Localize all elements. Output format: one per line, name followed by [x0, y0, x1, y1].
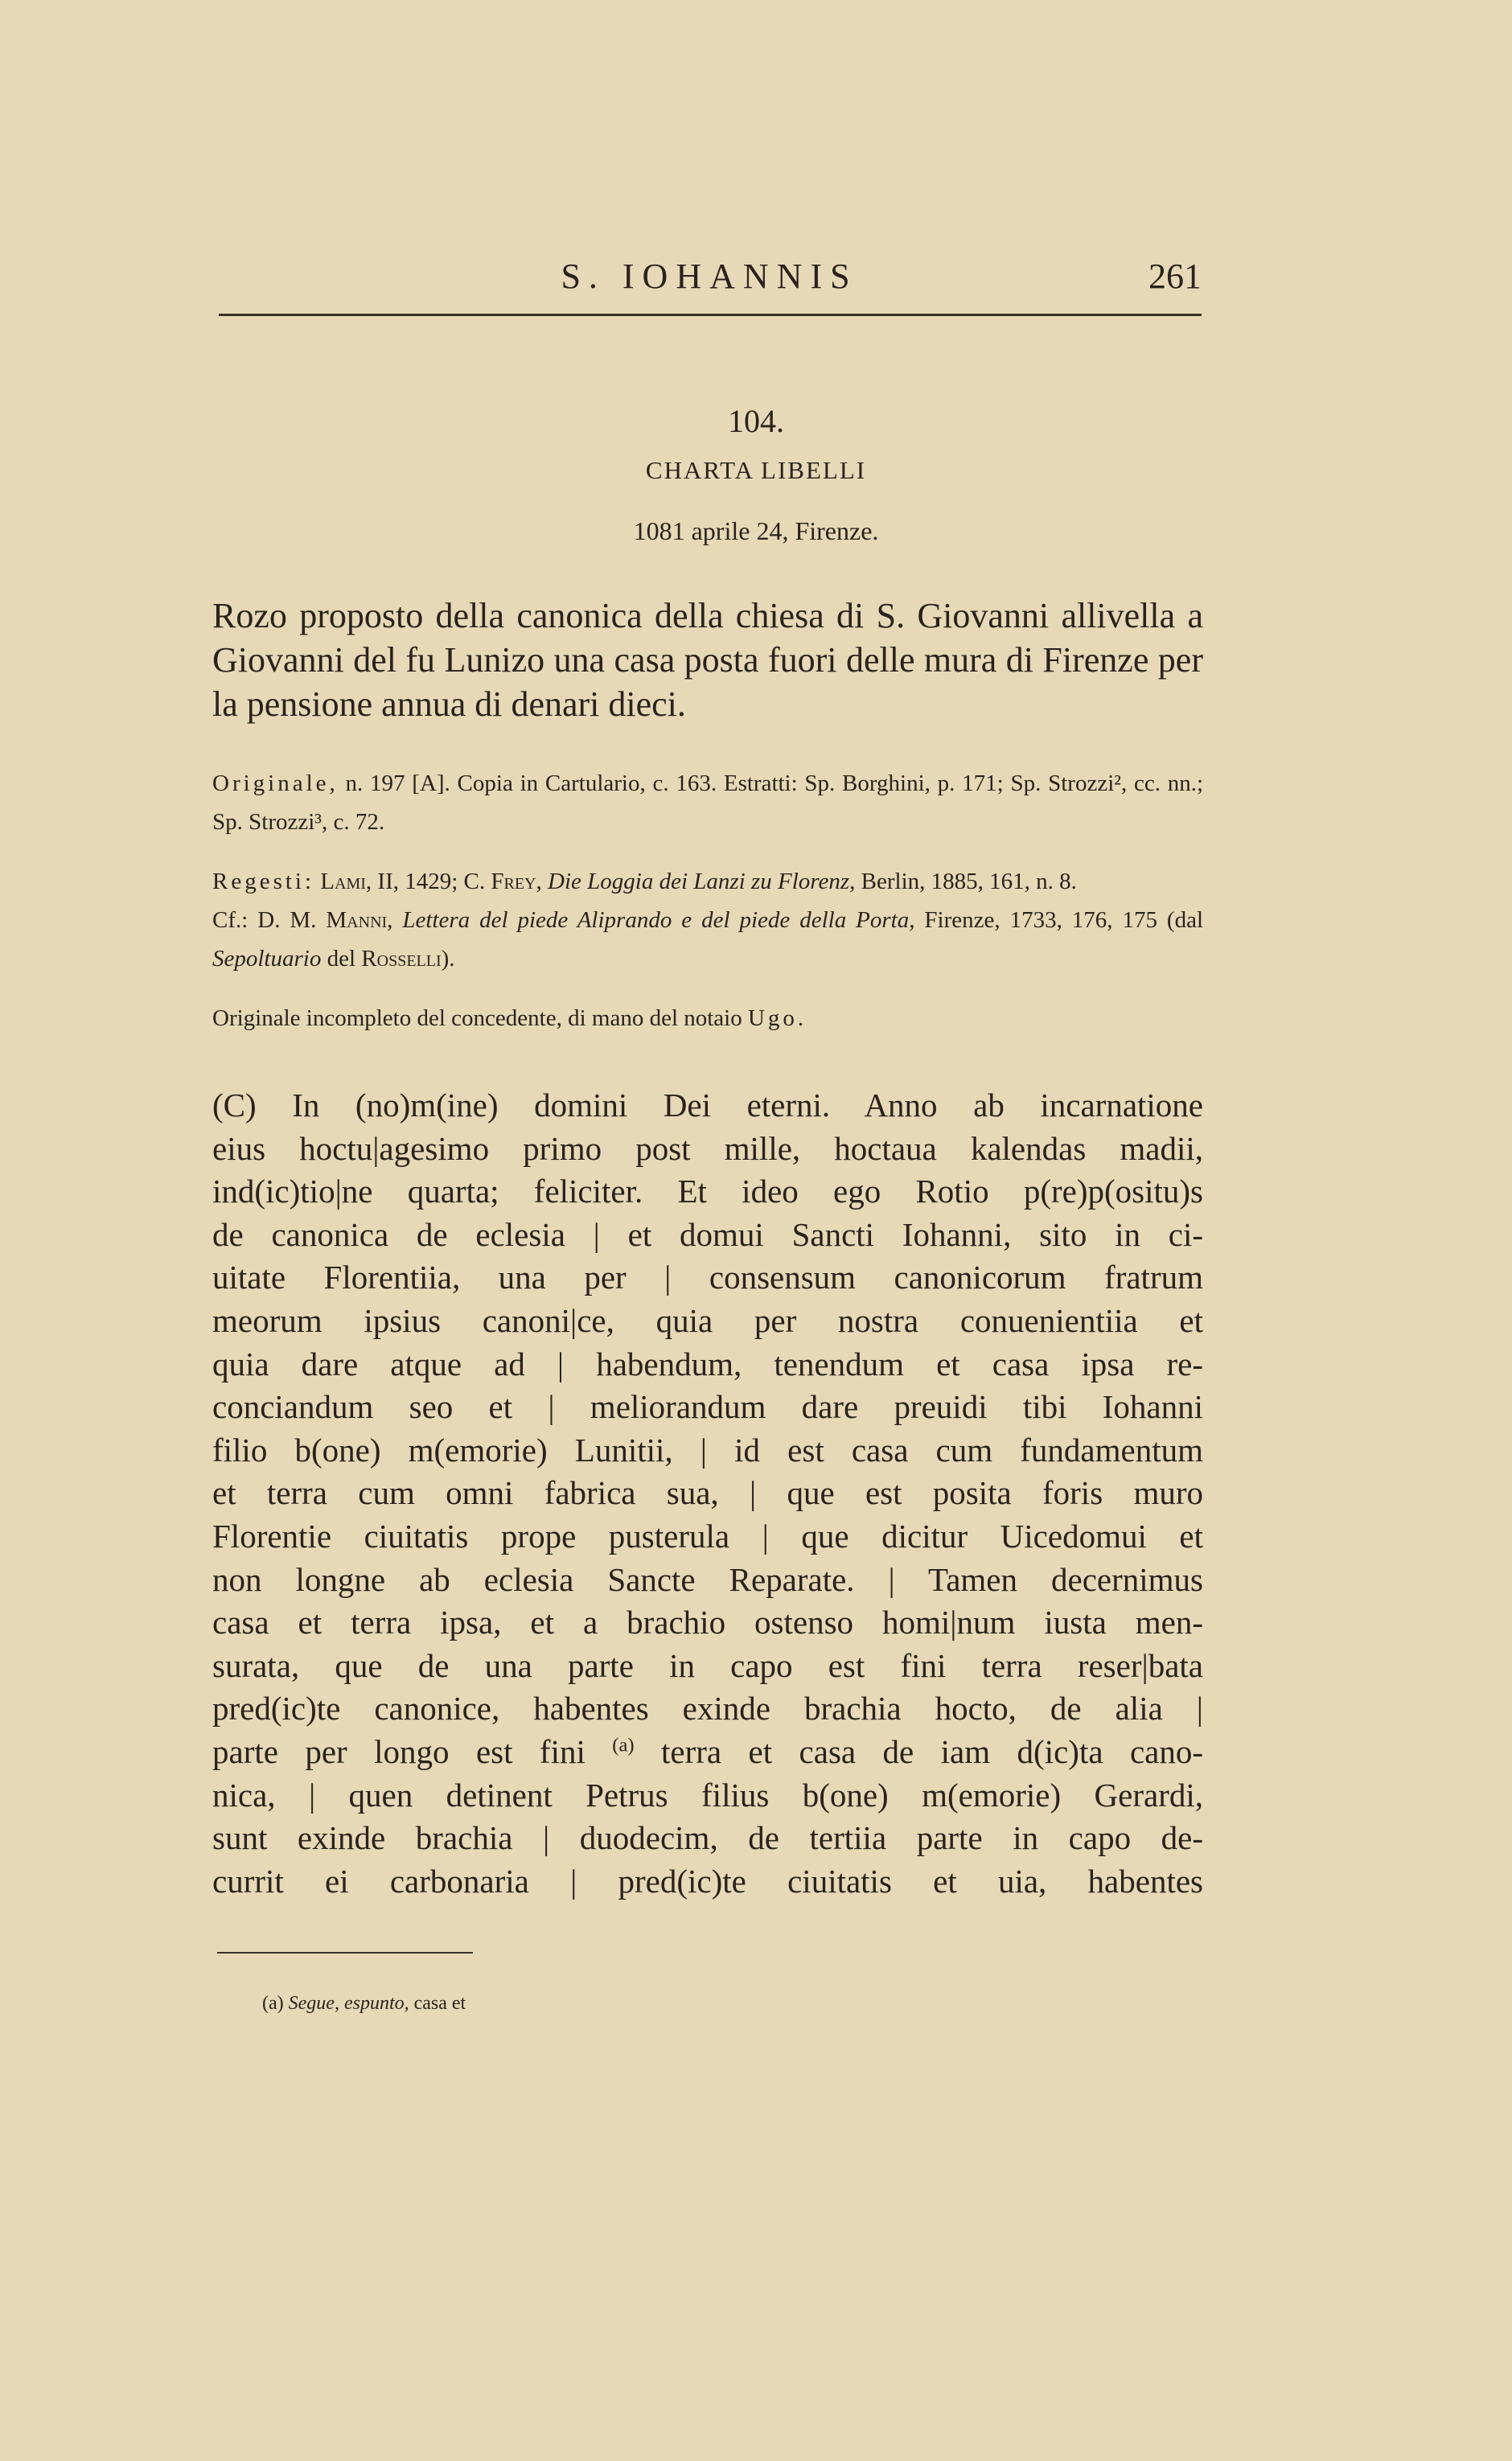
text-line-with-note	[212, 1731, 1203, 1774]
page-number: 261	[1148, 257, 1202, 296]
text-line: meorum ipsius canoni|ce, quia per nostra conuenientiia et	[212, 1301, 1203, 1339]
cf-manni-ref: Firenze, 1733, 176, 175 (dal	[924, 907, 1204, 933]
text-line: sunt exinde brachia | duodecim, de tertiia parte in capo de-	[212, 1819, 1203, 1857]
sources-apparatus	[212, 764, 1203, 1037]
text-line: quia dare atque ad | habendum, tenendum et casa ipsa re-	[212, 1345, 1203, 1383]
regesti-paragraph	[212, 862, 1203, 901]
cf-paragraph	[212, 901, 1203, 978]
originale-text: n. 197 [A]. Copia in Cartulario, c. 163. Estratti: Sp. Borghini, p. 171; Sp. Strozzi², cc. nn.; Sp. Strozzi³, c. 72.	[212, 770, 1204, 835]
regesti-lami-ref: II, 1429; C.	[377, 869, 486, 894]
regesti-frey: Frey,	[491, 869, 542, 894]
footnote-italic: Segue, espunto,	[288, 1993, 409, 2014]
text-line: et terra cum omni fabrica sua, | que est posita foris muro	[212, 1474, 1203, 1512]
footnote-reference: (a)	[612, 1734, 635, 1756]
text-line: uitate Florentiia, una per | consensum canonicorum fratrum	[212, 1259, 1203, 1296]
cf-sepoltuario: Sepoltuario	[212, 946, 322, 972]
regesti-frey-title: Die Loggia dei Lanzi zu Florenz,	[548, 869, 856, 894]
footnote-marker: (a)	[262, 1993, 284, 2014]
charter-text	[212, 1084, 1203, 1903]
document-title: CHARTA LIBELLI	[645, 456, 867, 484]
text-line: currit ei carbonaria | pred(ic)te ciuitatis et uia, habentes	[212, 1862, 1203, 1900]
text-line: non longne ab eclesia Sancte Reparate. | Tamen decernimus	[212, 1560, 1203, 1598]
regesti-lami: Lami,	[320, 869, 372, 894]
cf-manni-title: Lettera del piede Aliprando e del piede della Porta,	[402, 907, 915, 933]
text-line: (C) In (no)m(ine) domini Dei eterni. Anno ab incarnatione	[212, 1087, 1203, 1124]
text-line: pred(ic)te canonice, habentes exinde brachia hocto, de alia |	[212, 1690, 1203, 1728]
running-title: S. IOHANNIS	[561, 257, 858, 296]
text-line: casa et terra ipsa, et a brachio ostenso homi|num iusta men-	[212, 1604, 1203, 1641]
originale-label: Originale,	[212, 770, 339, 796]
text-line: surata, que de una parte in capo est fini terra reser|bata	[212, 1646, 1203, 1684]
text-line: nica, | quen detinent Petrus filius b(one) m(emorie) Gerardi,	[212, 1776, 1203, 1814]
text-line-end: terra et casa de iam d(ic)ta cano-	[661, 1732, 1203, 1770]
footnote	[262, 1993, 466, 2015]
regesti-label: Regesti:	[212, 869, 315, 894]
cf-manni: Manni,	[326, 907, 393, 933]
text-line: filio b(one) m(emorie) Lunitii, | id est casa cum fundamentum	[212, 1431, 1203, 1469]
cf-del: del	[327, 946, 356, 972]
footnote-rule	[217, 1952, 473, 1954]
text-line: ind(ic)tio|ne quarta; feliciter. Et ideo ego Rotio p(re)p(ositu)s	[212, 1173, 1203, 1210]
page-header	[217, 256, 1202, 304]
text-line: eius hoctu|agesimo primo post mille, hoctaua kalendas madii,	[212, 1129, 1203, 1167]
text-line: conciandum seo et | meliorandum dare preuidi tibi Iohanni	[212, 1388, 1203, 1426]
regesti-frey-ref: Berlin, 1885, 161, n. 8.	[861, 869, 1077, 894]
notary-name: Ugo.	[747, 1005, 807, 1031]
text-line-start: parte per longo est fini	[212, 1732, 585, 1770]
document-date: 1081 aprile 24, Firenze.	[633, 516, 879, 545]
header-rule	[219, 314, 1202, 316]
text-line: de canonica de eclesia | et domui Sancti Iohanni, sito in ci-	[212, 1215, 1203, 1253]
text-line: Florentie ciuitatis prope pusterula | que dicitur Uicedomui et	[212, 1517, 1203, 1555]
footnote-text: casa et	[413, 1993, 466, 2014]
document-number: 104.	[728, 403, 784, 439]
note-paragraph	[212, 999, 1203, 1037]
cf-label: Cf.: D. M.	[212, 907, 317, 933]
originale-paragraph	[212, 764, 1203, 841]
note-text: Originale incompleto del concedente, di mano del notaio	[212, 1005, 742, 1031]
cf-rosselli: Rosselli).	[361, 946, 455, 972]
summary: Rozo proposto della canonica della chiesa di S. Giovanni allivella a Giovanni del fu Lunizo una casa posta fuori delle mura di Firenze per la pensione annua di denari dieci.	[212, 596, 1203, 724]
